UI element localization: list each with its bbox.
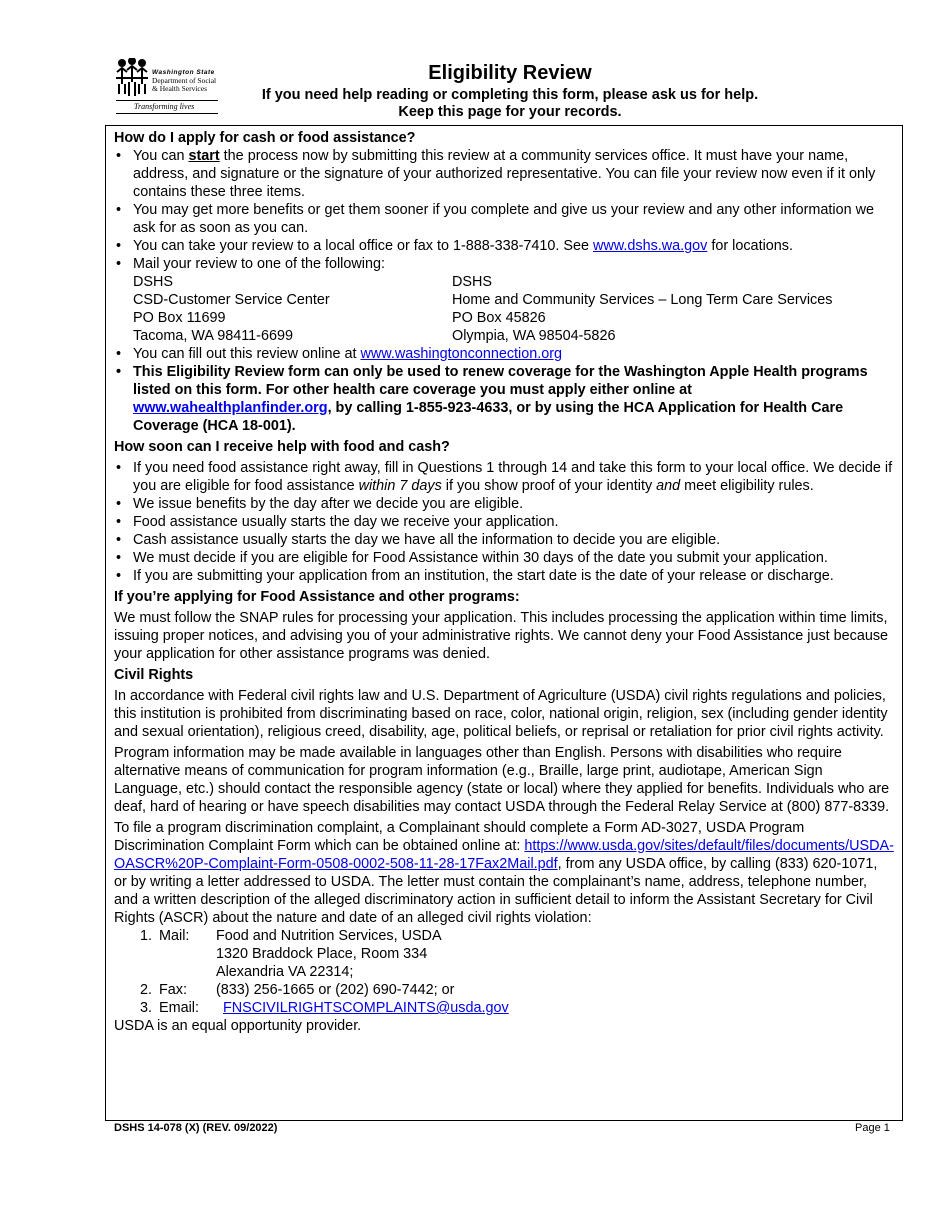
- usda-complaint-form-link[interactable]: https://www.usda.gov/sites/default/files/documents/USDA-OASCR%20P-Complaint-Form-0508-0002-508-11-28-17Fax2Mail.pdf: [114, 838, 894, 872]
- complaint-email-link[interactable]: FNSCIVILRIGHTSCOMPLAINTS@usda.gov: [223, 1000, 509, 1016]
- list-item: • This Eligibility Review form can only be used to renew coverage for the Washington Apple Health programs listed on this form. For other health care coverage you must apply either online at www.wahealthplanfinder.org, by calling 1-855-923-4633, or by using the HCA Application for Health Care Coverage (HCA 18-001).: [114, 363, 894, 435]
- list-item: • If you need food assistance right away, fill in Questions 1 through 14 and take this form to your local office. We decide if you are eligible for food assistance within 7 days if you show proof of your identity and meet eligibility rules.: [114, 459, 894, 495]
- section-heading-civil-rights: Civil Rights: [114, 667, 194, 683]
- civil-rights-paragraph-3: To file a program discrimination complaint, a Complainant should complete a Form AD-3027, USDA Program Discrimination Complaint Form which can be obtained online at: https://www.usda.gov/sites/default/files/documents/USDA-OASCR%20P-Complaint-Form-0508-0002-508-11-28-17Fax2Mail.pdf, from any USDA office, by calling (833) 620-1071, or by writing a letter addressed to USDA. The letter must contain the complainant’s name, address, telephone number, and a written description of the alleged discriminatory action in sufficient detail to inform the Assistant Secretary for Civil Rights (ASCR) about the nature and date of an alleged civil rights violation:: [114, 820, 894, 926]
- list-item: • You can fill out this review online at www.washingtonconnection.org: [114, 345, 894, 363]
- soon-list: [114, 459, 894, 585]
- apply-list-2: [114, 345, 894, 435]
- list-item: • Mail your review to one of the following:: [114, 255, 894, 273]
- equal-opportunity-statement: USDA is an equal opportunity provider.: [114, 1018, 362, 1034]
- logo-tagline: Transforming lives: [134, 102, 195, 111]
- civil-rights-paragraph-1: In accordance with Federal civil rights law and U.S. Department of Agriculture (USDA) civil rights regulations and policies, this institution is prohibited from discriminating based on race, color, national origin, religion, sex (including gender identity and sexual orientation), religious creed, disability, age, political beliefs, or reprisal or retaliation for prior civil rights activity.: [114, 688, 888, 740]
- section-heading-snap: If you’re applying for Food Assistance and other programs:: [114, 589, 520, 605]
- address-olympia: DSHS Home and Community Services – Long Term Care Services PO Box 45826 Olympia, WA 98504-5826: [452, 274, 833, 344]
- apply-list: [114, 147, 894, 273]
- complaint-methods: [114, 927, 894, 1017]
- list-item: 1. Mail: Food and Nutrition Services, USDA 1320 Braddock Place, Room 334 Alexandria VA 22314;: [139, 928, 442, 980]
- page-number: Page 1: [855, 1122, 890, 1134]
- address-tacoma: DSHS CSD-Customer Service Center PO Box 11699 Tacoma, WA 98411-6699: [133, 274, 330, 344]
- list-item: • We issue benefits by the day after we decide you are eligible.: [114, 495, 894, 513]
- list-item: • Cash assistance usually starts the day we have all the information to decide you are eligible.: [114, 531, 894, 549]
- snap-text: We must follow the SNAP rules for processing your application. This includes processing the application within time limits, issuing proper notices, and advising you of your administrative rights. We cannot deny your Food Assistance just because your application for other assistance programs was denied.: [114, 610, 889, 662]
- list-item: • You can take your review to a local office or fax to 1-888-338-7410. See www.dshs.wa.gov for locations.: [114, 237, 894, 255]
- page-title: Eligibility Review: [428, 62, 592, 84]
- list-item: • Food assistance usually starts the day we receive your application.: [114, 513, 894, 531]
- list-item: • You can start the process now by submitting this review at a community services office. It must have your name, address, and signature or the signature of your authorized representative. You can file your review now even if it only contains these three items.: [114, 147, 894, 201]
- list-item: • You may get more benefits or get them sooner if you complete and give us your review and any other information we ask for as soon as you can.: [114, 201, 894, 237]
- list-item: 2. Fax: (833) 256-1665 or (202) 690-7442; or: [139, 982, 455, 998]
- dshs-website-link[interactable]: www.dshs.wa.gov: [593, 238, 708, 254]
- washington-connection-link[interactable]: www.washingtonconnection.org: [360, 346, 563, 362]
- section-heading-apply: How do I apply for cash or food assistance?: [114, 130, 416, 146]
- wahealthplanfinder-link[interactable]: www.wahealthplanfinder.org: [133, 400, 328, 416]
- list-item: • If you are submitting your application from an institution, the start date is the date of your release or discharge.: [114, 567, 894, 585]
- logo-department: Department of Social & Health Services: [152, 76, 217, 93]
- form-number: DSHS 14-078 (X) (REV. 09/2022): [114, 1122, 278, 1134]
- mail-addresses: [114, 273, 894, 345]
- page-subtitle: If you need help reading or completing this form, please ask us for help.: [261, 87, 759, 103]
- logo-state: Washington State: [152, 69, 215, 76]
- section-heading-soon: How soon can I receive help with food and cash?: [114, 439, 450, 455]
- list-item: • We must decide if you are eligible for Food Assistance within 30 days of the date you submit your application.: [114, 549, 894, 567]
- civil-rights-paragraph-2: Program information may be made available in languages other than English. Persons with disabilities who require alternative means of communication for program information (e.g., Braille, large print, audiotape, American Sign Language, etc.) should contact the responsible agency (state or local) where they applied for benefits. Individuals who are deaf, hard of hearing or have speech disabilities may contact USDA through the Federal Relay Service at (800) 877-8339.: [114, 745, 890, 815]
- form-content: [114, 129, 894, 1035]
- page-subtitle-2: Keep this page for your records.: [398, 104, 622, 120]
- list-item: 3. Email: FNSCIVILRIGHTSCOMPLAINTS@usda.gov: [139, 1000, 509, 1016]
